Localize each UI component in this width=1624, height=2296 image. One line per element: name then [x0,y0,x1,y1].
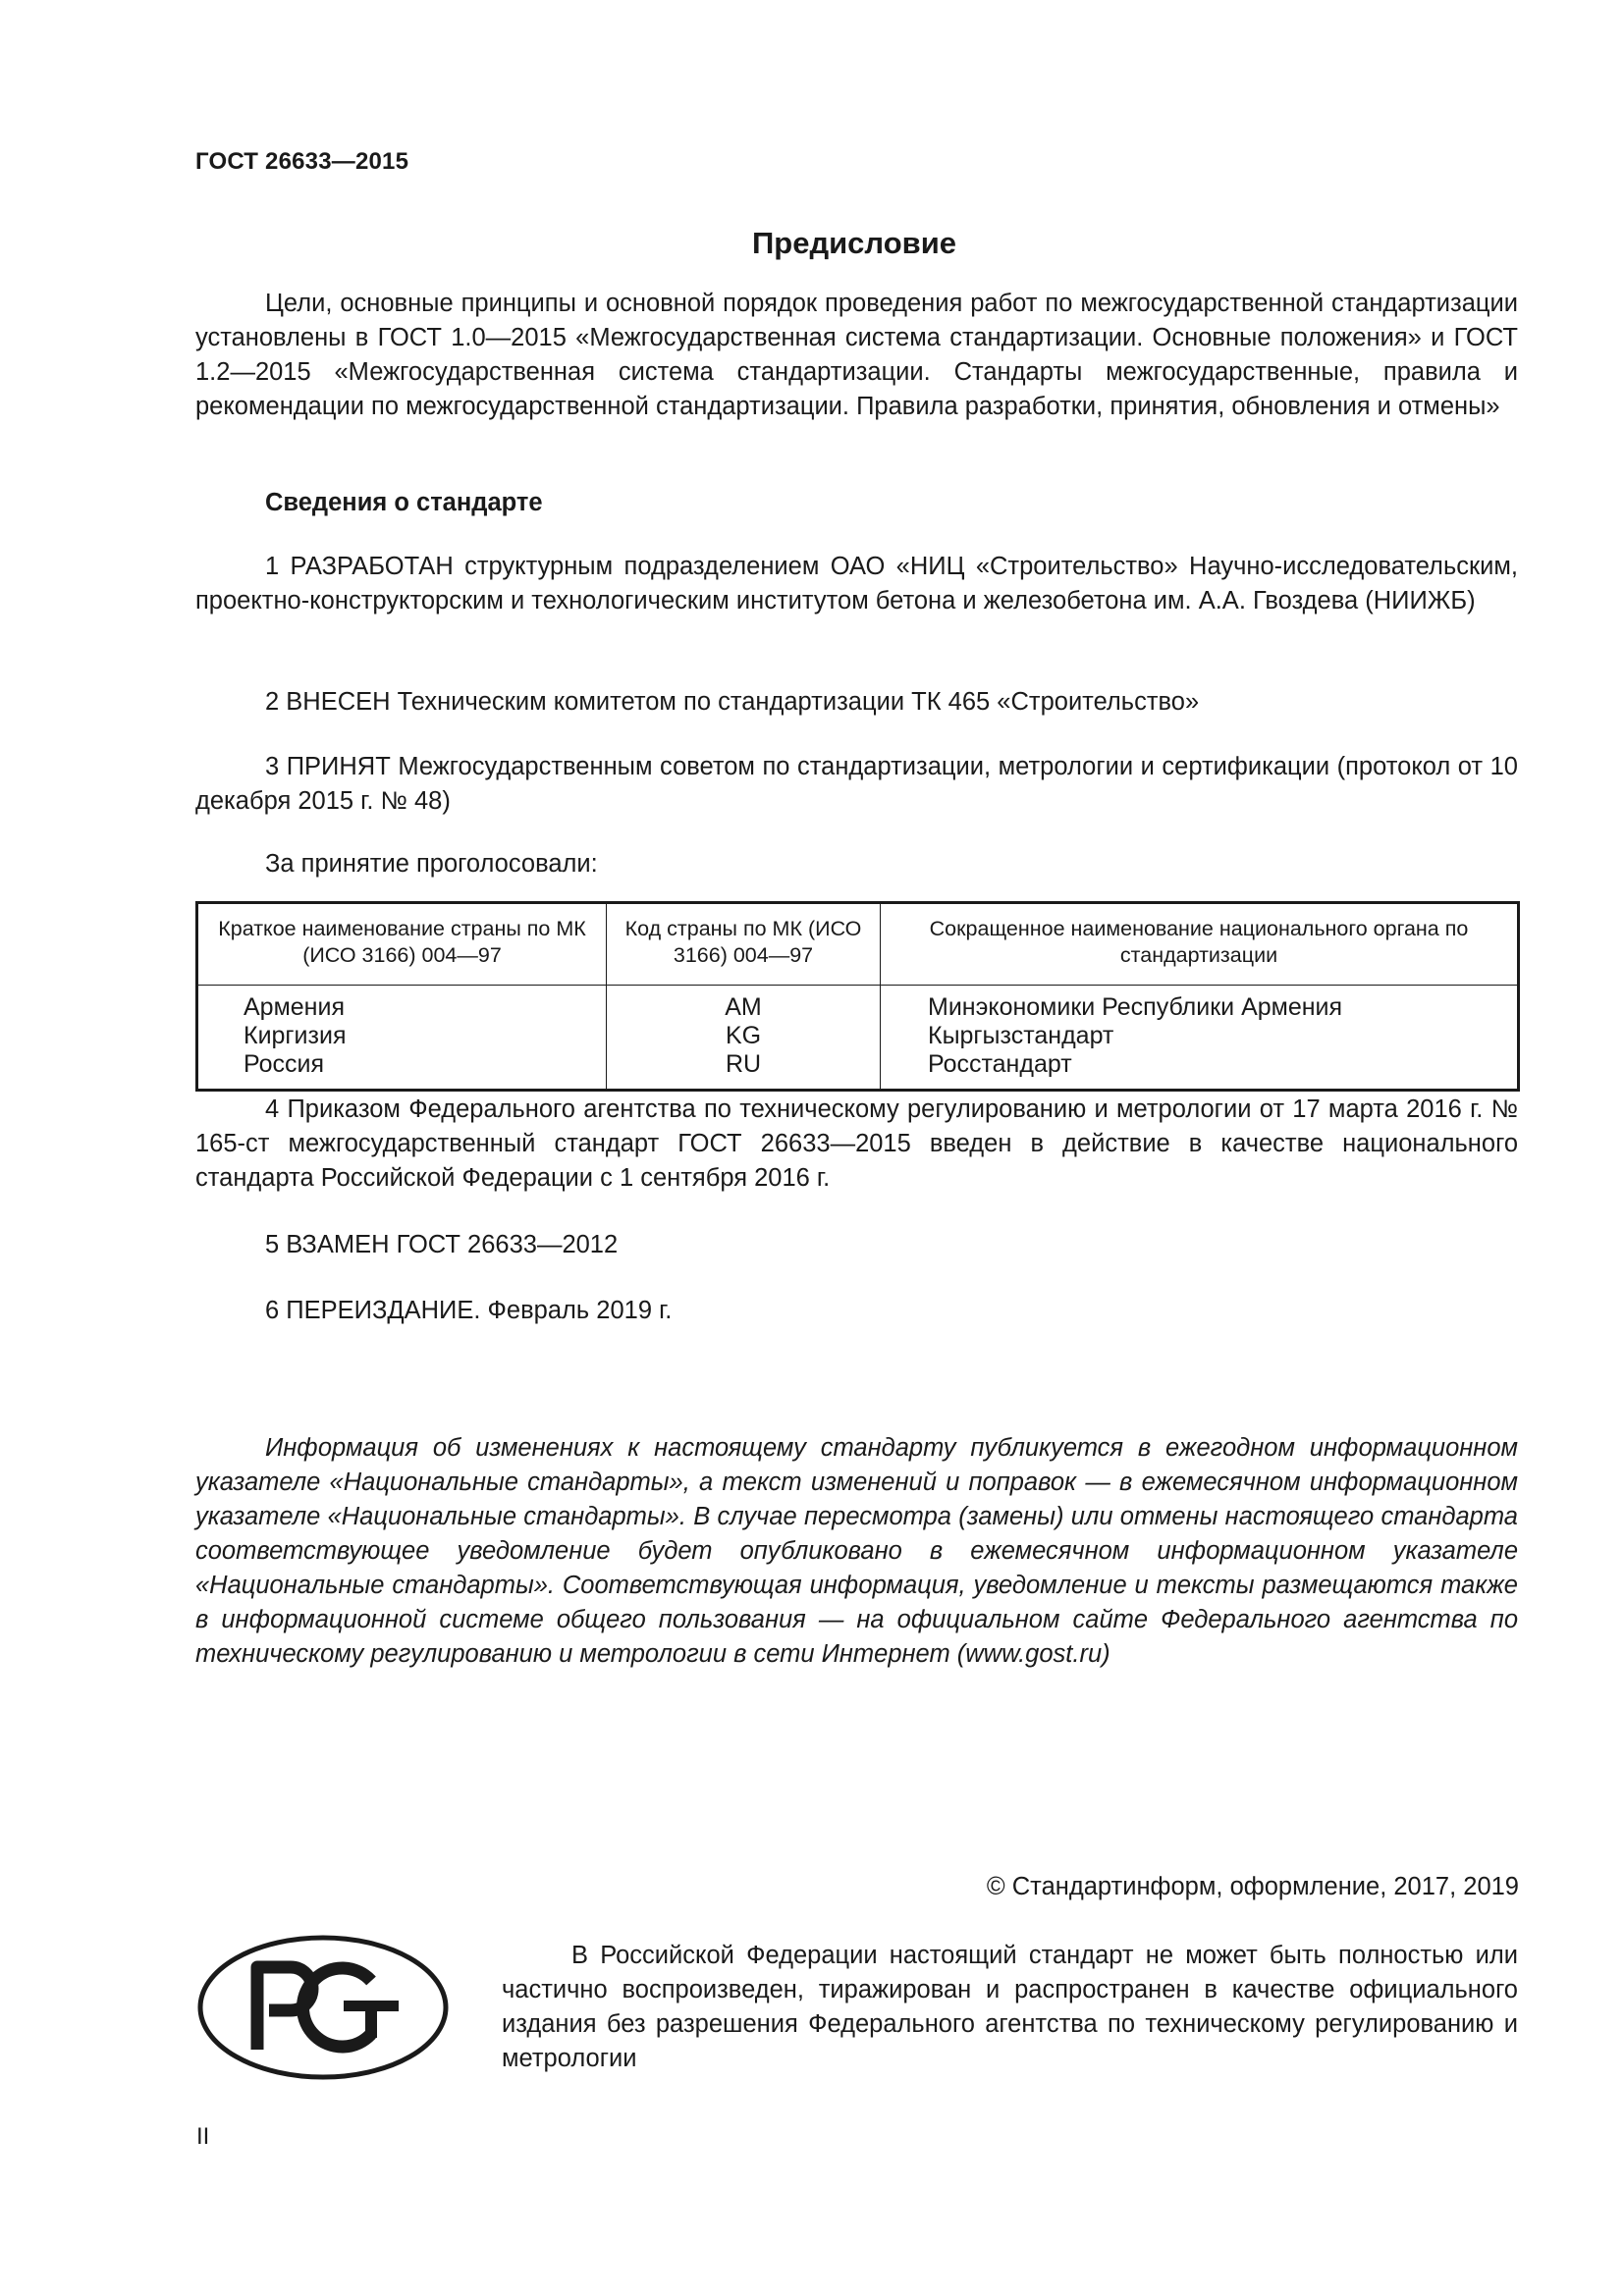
national-body: Кыргызстандарт [928,1022,1114,1049]
country-code: RU [725,1050,762,1078]
header-country-name: Краткое наименование страны по МК (ИСО 3166) 004—97 [197,903,607,986]
table-row [197,986,1519,1091]
item-5-replaces: 5 ВЗАМЕН ГОСТ 26633—2012 [265,1231,619,1258]
header-national-body: Сокращенное наименование национального органа по стандартизации [881,903,1519,986]
foreword-title: Предисловие [751,226,956,260]
item-1-developed: 1 РАЗРАБОТАН структурным подразделением ОАО «НИЦ «Строительство» Научно-исследовательским, проектно-конструкторским и технологическим институтом бетона и железобетона им. А.А. Гвоздева (НИИЖБ) [195,553,1518,614]
doc-code-header: ГОСТ 26633—2015 [195,148,409,175]
changes-info-notice: Информация об изменениях к настоящему стандарту публикуется в ежегодном информационном указателе «Национальные стандарты», а текст изменений и поправок — в ежемесячном информационном указателе «Национальные стандарты». В случае пересмотра (замены) или отмены настоящего стандарта соответствующее уведомление будет опубликовано в ежемесячном информационном указателе «Национальные стандарты». Соответствующая информация, уведомление и тексты размещаются также в информационной системе общего пользования — на официальном сайте Федерального агентства по техническому регулированию и метрологии в сети Интернет (www.gost.ru) [195,1434,1518,1668]
rights-notice: В Российской Федерации настоящий стандарт не может быть полностью или частично воспроизведен, тиражирован и распространен в качестве официального издания без разрешения Федерального агентства по техническому регулированию и метрологии [502,1942,1518,2072]
foreword-intro: Цели, основные принципы и основной порядок проведения работ по межгосударственной стандартизации установлены в ГОСТ 1.0—2015 «Межгосударственная система стандартизации. Основные положения» и ГОСТ 1.2—2015 «Межгосударственная система стандартизации. Стандарты межгосударственные, правила и рекомендации по межгосударственной стандартизации. Правила разработки, принятия, обновления и отмены» [195,290,1518,420]
info-heading: Сведения о стандарте [265,489,543,516]
country-code: KG [725,1022,762,1049]
item-6-reissue: 6 ПЕРЕИЗДАНИЕ. Февраль 2019 г. [265,1297,673,1324]
voting-table [195,901,1520,1092]
national-body: Росстандарт [928,1050,1072,1078]
item-2-submitted: 2 ВНЕСЕН Техническим комитетом по стандартизации ТК 465 «Строительство» [265,688,1200,716]
country-name: Киргизия [244,1022,347,1049]
page-number: II [196,2123,210,2150]
country-column [197,986,607,1091]
code-column [607,986,881,1091]
vote-intro: За принятие проголосовали: [265,850,598,878]
country-name: Армения [244,993,345,1021]
table-header-row [197,903,1519,986]
item-3-adopted: 3 ПРИНЯТ Межгосударственным советом по стандартизации, метрологии и сертификации (протокол от 10 декабря 2015 г. № 48) [195,753,1518,815]
item-4-enacted: 4 Приказом Федерального агентства по техническому регулированию и метрологии от 17 марта 2016 г. № 165-ст межгосударственный стандарт ГОСТ 26633—2015 введен в действие в качестве национального стандарта Российской Федерации с 1 сентября 2016 г. [195,1095,1518,1192]
header-country-code: Код страны по МК (ИСО 3166) 004—97 [607,903,881,986]
copyright-line: © Стандартинформ, оформление, 2017, 2019 [986,1873,1519,1900]
rst-logo-icon [196,1934,450,2081]
national-body: Минэкономики Республики Армения [928,993,1343,1021]
country-code: AM [725,993,762,1021]
country-name: Россия [244,1050,324,1078]
body-column [881,986,1519,1091]
